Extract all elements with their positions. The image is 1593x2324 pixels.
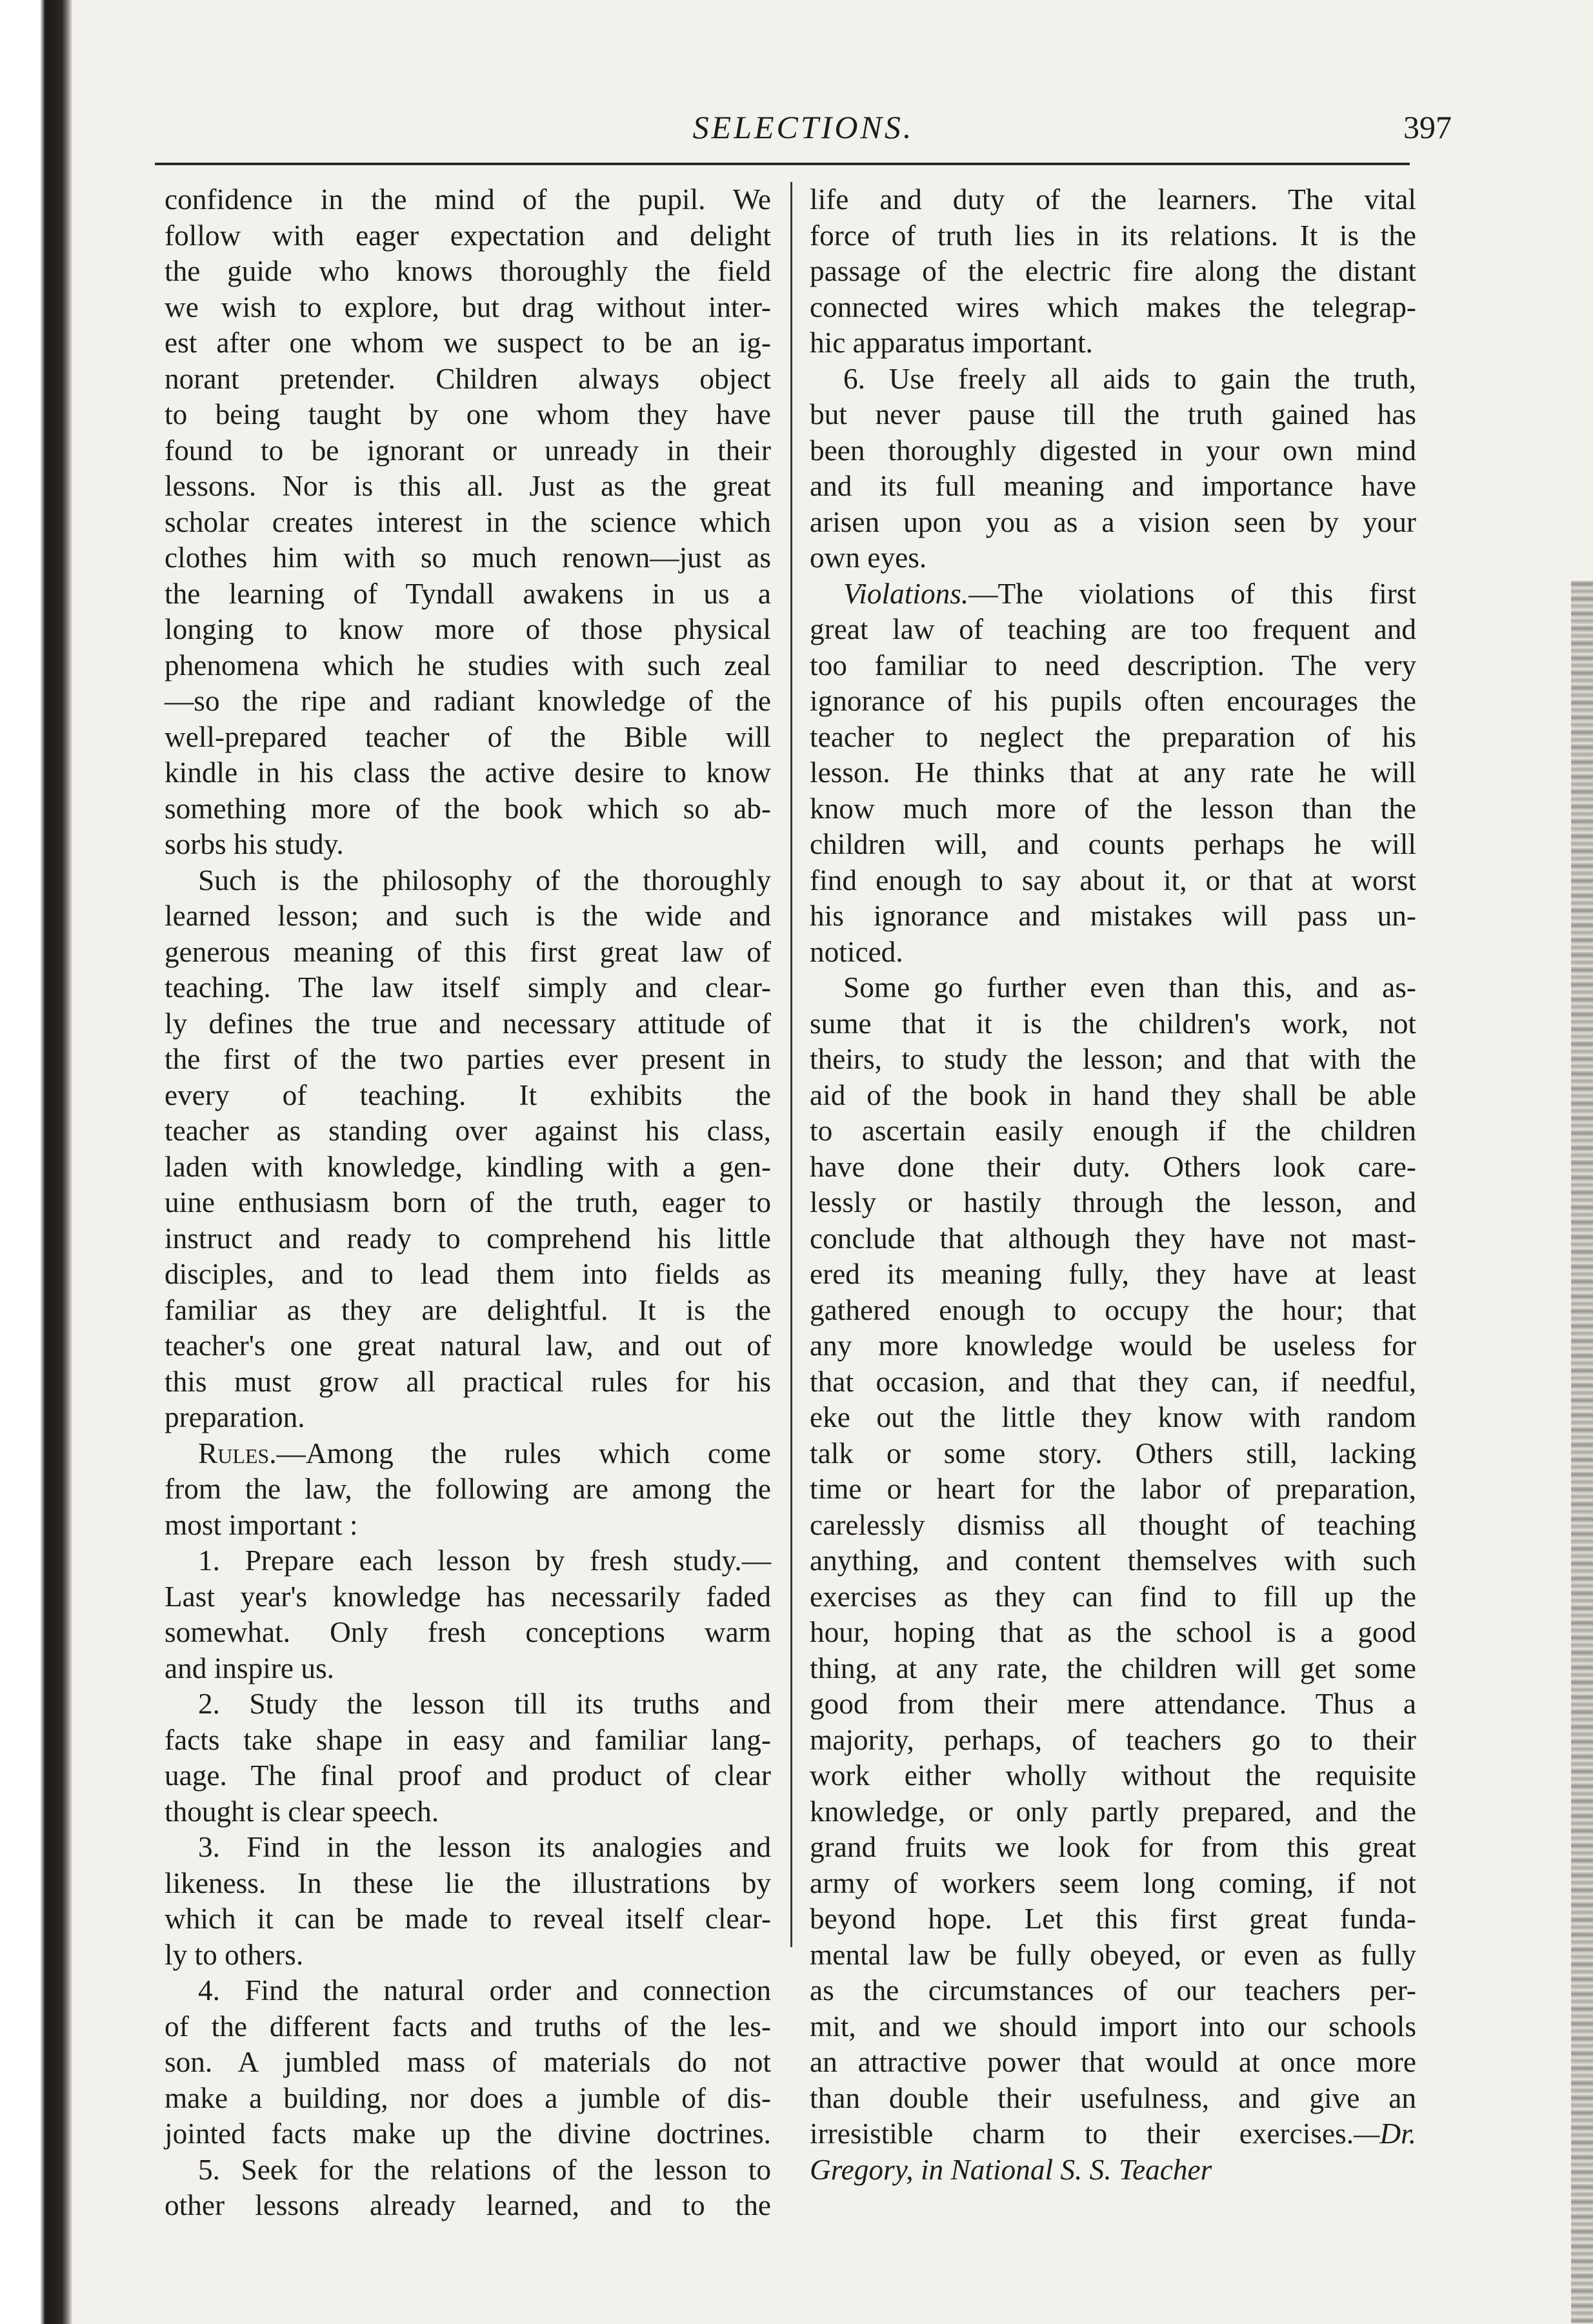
page-number: 397 bbox=[1403, 109, 1452, 145]
text-line: Rules.—Among the rules which come bbox=[198, 1437, 771, 1470]
text-line: which it can be made to reveal itself clear- bbox=[165, 1903, 771, 1935]
text-line: children will, and counts perhaps he will bbox=[810, 828, 1416, 860]
text-line: anything, and content themselves with such bbox=[810, 1544, 1416, 1577]
text-line: 3. Find in the lesson its analogies and bbox=[198, 1831, 771, 1863]
text-line: somewhat. Only fresh conceptions warm bbox=[165, 1616, 771, 1648]
text-line: instruct and ready to comprehend his little bbox=[165, 1222, 771, 1255]
text-line: arisen upon you as a vision seen by your bbox=[810, 505, 1416, 538]
text-line: uine enthusiasm born of the truth, eager to bbox=[165, 1186, 771, 1218]
text-line: 6. Use freely all aids to gain the truth, bbox=[843, 362, 1416, 395]
text-line: sume that it is the children's work, not bbox=[810, 1007, 1416, 1040]
text-line: eke out the little they know with random bbox=[810, 1401, 1416, 1433]
text-line: facts take shape in easy and familiar lang- bbox=[165, 1723, 771, 1756]
text-line: carelessly dismiss all thought of teaching bbox=[810, 1508, 1416, 1541]
text-line: laden with knowledge, kindling with a gen- bbox=[165, 1150, 771, 1183]
text-line: majority, perhaps, of teachers go to their bbox=[810, 1723, 1416, 1756]
text-line: talk or some story. Others still, lacking bbox=[810, 1437, 1416, 1470]
text-line: 4. Find the natural order and connection bbox=[198, 1974, 771, 2006]
text-line: than double their usefulness, and give an bbox=[810, 2081, 1416, 2114]
right-column bbox=[810, 182, 1416, 2188]
text-line: learned lesson; and such is the wide and bbox=[165, 900, 771, 932]
text-line: —so the ripe and radiant knowledge of the bbox=[165, 685, 771, 717]
text-line: great law of teaching are too frequent and bbox=[810, 613, 1416, 645]
text-line: knowledge, or only partly prepared, and the bbox=[810, 1795, 1416, 1828]
text-line: good from their mere attendance. Thus a bbox=[810, 1688, 1416, 1720]
text-line: hour, hoping that as the school is a good bbox=[810, 1616, 1416, 1648]
text-line: Gregory, in National S. S. Teacher bbox=[810, 2153, 1212, 2186]
text-line: work either wholly without the requisite bbox=[810, 1759, 1416, 1792]
text-line: from the law, the following are among the bbox=[165, 1473, 771, 1505]
text-line: disciples, and to lead them into fields as bbox=[165, 1258, 771, 1290]
text-line: of the different facts and truths of the les- bbox=[165, 2010, 771, 2043]
text-line: ly defines the true and necessary attitude of bbox=[165, 1007, 771, 1040]
text-line: confidence in the mind of the pupil. We bbox=[165, 183, 771, 216]
text-line: generous meaning of this first great law of bbox=[165, 935, 771, 968]
text-line: ly to others. bbox=[165, 1938, 304, 1971]
text-line: too familiar to need description. The very bbox=[810, 649, 1416, 682]
text-line: to being taught by one whom they have bbox=[165, 398, 771, 430]
text-line: Violations.—The violations of this first bbox=[843, 577, 1416, 610]
text-line: familiar as they are delightful. It is the bbox=[165, 1293, 771, 1326]
text-line: own eyes. bbox=[810, 541, 927, 574]
text-line: ignorance of his pupils often encourages the bbox=[810, 685, 1416, 717]
page-right-edge bbox=[1571, 581, 1593, 2323]
text-line: connected wires which makes the telegrap- bbox=[810, 290, 1416, 323]
text-line: 5. Seek for the relations of the lesson to bbox=[198, 2153, 771, 2186]
text-line: have done their duty. Others look care- bbox=[810, 1150, 1416, 1183]
text-line: well-prepared teacher of the Bible will bbox=[165, 720, 771, 753]
text-line: ered its meaning fully, they have at least bbox=[810, 1258, 1416, 1290]
text-line: Some go further even than this, and as- bbox=[843, 971, 1416, 1004]
text-line: his ignorance and mistakes will pass un- bbox=[810, 900, 1416, 932]
text-line: the guide who knows thoroughly the field bbox=[165, 255, 771, 287]
text-line: lesson. He thinks that at any rate he will bbox=[810, 756, 1416, 789]
text-line: kindle in his class the active desire to know bbox=[165, 756, 771, 789]
text-line: other lessons already learned, and to the bbox=[165, 2189, 771, 2221]
text-line: Last year's knowledge has necessarily faded bbox=[165, 1580, 771, 1613]
text-line: something more of the book which so ab- bbox=[165, 792, 771, 825]
text-line: most important : bbox=[165, 1508, 358, 1541]
text-line: lessons. Nor is this all. Just as the great bbox=[165, 470, 771, 502]
text-line: passage of the electric fire along the distant bbox=[810, 255, 1416, 287]
text-line: lessly or hastily through the lesson, and bbox=[810, 1186, 1416, 1218]
text-line: life and duty of the learners. The vital bbox=[810, 183, 1416, 216]
running-title: SELECTIONS. bbox=[692, 109, 914, 145]
text-line: scholar creates interest in the science which bbox=[165, 505, 771, 538]
text-line: army of workers seem long coming, if not bbox=[810, 1866, 1416, 1899]
text-line: likeness. In these lie the illustrations by bbox=[165, 1866, 771, 1899]
text-line: to ascertain easily enough if the children bbox=[810, 1115, 1416, 1147]
text-line: mit, and we should import into our schools bbox=[810, 2010, 1416, 2043]
text-line: found to be ignorant or unready in their bbox=[165, 434, 771, 467]
text-line: as the circumstances of our teachers per- bbox=[810, 1974, 1416, 2006]
text-line: know much more of the lesson than the bbox=[810, 792, 1416, 825]
text-line: been thoroughly digested in your own mind bbox=[810, 434, 1416, 467]
text-line: grand fruits we look for from this great bbox=[810, 1831, 1416, 1863]
book-page bbox=[155, 0, 1452, 2324]
text-line: time or heart for the labor of preparation, bbox=[810, 1473, 1416, 1505]
text-line: make a building, nor does a jumble of dis- bbox=[165, 2081, 771, 2114]
text-line: the first of the two parties ever present in bbox=[165, 1043, 771, 1075]
text-line: conclude that although they have not mast- bbox=[810, 1222, 1416, 1255]
page-binding-edge bbox=[0, 0, 72, 2324]
text-line: follow with eager expectation and delight bbox=[165, 219, 771, 252]
text-line: and its full meaning and importance have bbox=[810, 470, 1416, 502]
text-line: uage. The final proof and product of clear bbox=[165, 1759, 771, 1792]
text-line: teacher to neglect the preparation of his bbox=[810, 720, 1416, 753]
text-line: beyond hope. Let this first great funda- bbox=[810, 1903, 1416, 1935]
header-rule bbox=[155, 163, 1410, 165]
text-line: teaching. The law itself simply and clear- bbox=[165, 971, 771, 1004]
text-line: est after one whom we suspect to be an ig- bbox=[165, 327, 771, 359]
text-line: we wish to explore, but drag without inter- bbox=[165, 290, 771, 323]
text-line: phenomena which he studies with such zeal bbox=[165, 649, 771, 682]
text-line: every of teaching. It exhibits the bbox=[165, 1078, 771, 1111]
text-line: mental law be fully obeyed, or even as fully bbox=[810, 1938, 1416, 1971]
text-line: thing, at any rate, the children will get some bbox=[810, 1652, 1416, 1684]
text-line: but never pause till the truth gained has bbox=[810, 398, 1416, 430]
text-line: and inspire us. bbox=[165, 1652, 334, 1684]
text-line: longing to know more of those physical bbox=[165, 613, 771, 645]
text-line: preparation. bbox=[165, 1401, 305, 1433]
text-line: gathered enough to occupy the hour; that bbox=[810, 1293, 1416, 1326]
text-line: any more knowledge would be useless for bbox=[810, 1329, 1416, 1362]
text-line: 1. Prepare each lesson by fresh study.— bbox=[198, 1544, 771, 1577]
text-line: irresistible charm to their exercises.—Dr. bbox=[810, 2117, 1416, 2150]
text-line: thought is clear speech. bbox=[165, 1795, 439, 1828]
text-line: teacher as standing over against his class, bbox=[165, 1115, 771, 1147]
text-line: exercises as they can find to fill up the bbox=[810, 1580, 1416, 1613]
text-line: Such is the philosophy of the thoroughly bbox=[198, 864, 771, 896]
column-separator bbox=[790, 182, 792, 1947]
text-line: noticed. bbox=[810, 935, 903, 968]
text-line: find enough to say about it, or that at worst bbox=[810, 864, 1416, 896]
text-line: norant pretender. Children always object bbox=[165, 362, 771, 395]
text-line: the learning of Tyndall awakens in us a bbox=[165, 577, 771, 610]
text-line: force of truth lies in its relations. It is the bbox=[810, 219, 1416, 252]
text-line: hic apparatus important. bbox=[810, 327, 1093, 359]
text-line: clothes him with so much renown—just as bbox=[165, 541, 771, 574]
text-line: that occasion, and that they can, if needful, bbox=[810, 1365, 1416, 1398]
text-line: aid of the book in hand they shall be able bbox=[810, 1078, 1416, 1111]
text-line: 2. Study the lesson till its truths and bbox=[198, 1688, 771, 1720]
text-line: son. A jumbled mass of materials do not bbox=[165, 2046, 771, 2078]
text-line: jointed facts make up the divine doctrines. bbox=[165, 2117, 771, 2150]
text-line: teacher's one great natural law, and out of bbox=[165, 1329, 771, 1362]
text-line: an attractive power that would at once more bbox=[810, 2046, 1416, 2078]
text-line: this must grow all practical rules for his bbox=[165, 1365, 771, 1398]
text-line: sorbs his study. bbox=[165, 828, 344, 860]
page-header bbox=[155, 103, 1452, 155]
text-line: theirs, to study the lesson; and that with the bbox=[810, 1043, 1416, 1075]
left-column bbox=[165, 182, 771, 2224]
